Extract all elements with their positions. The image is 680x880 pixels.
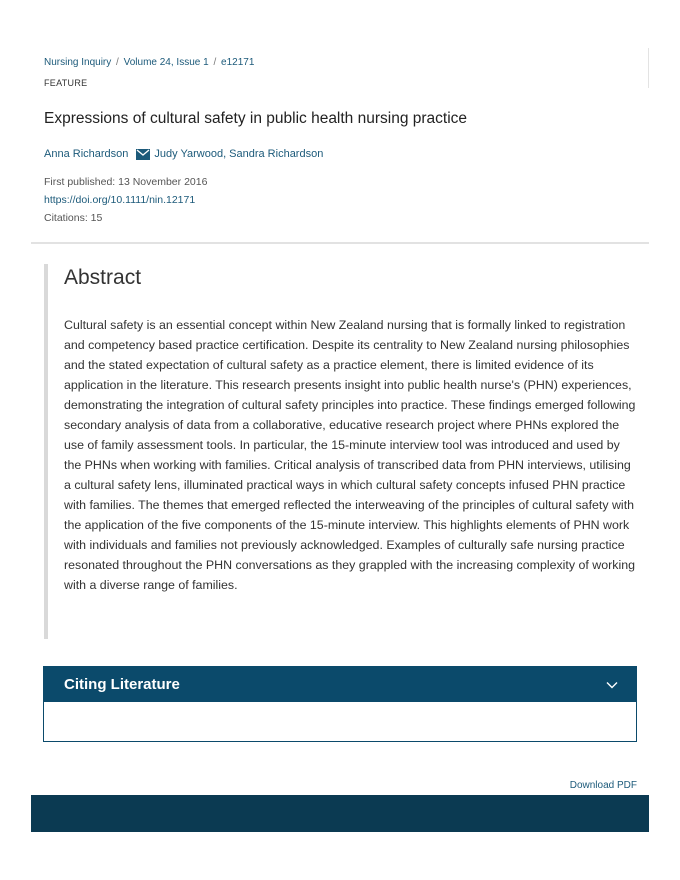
right-rule: [648, 48, 649, 88]
download-pdf-link[interactable]: Download PDF: [569, 780, 637, 791]
article-header: [44, 56, 644, 227]
article-type: FEATURE: [44, 78, 88, 88]
chevron-down-icon[interactable]: [606, 681, 618, 689]
author-list: [44, 146, 644, 162]
author-link[interactable]: Judy Yarwood: [154, 148, 224, 160]
author-link[interactable]: Anna Richardson: [44, 148, 129, 160]
citing-literature-title: Citing Literature: [64, 676, 180, 693]
breadcrumb-article-id: e12171: [221, 57, 255, 68]
section-divider: [31, 242, 649, 244]
abstract-heading: Abstract: [64, 266, 142, 289]
citations-count[interactable]: Citations: 15: [44, 212, 103, 224]
page-title: Expressions of cultural safety in public health nursing practice: [44, 110, 468, 127]
mail-icon[interactable]: [136, 149, 150, 160]
doi-link[interactable]: https://doi.org/10.1111/nin.12171: [44, 194, 196, 206]
breadcrumb-separator: /: [210, 57, 220, 68]
footer-bar: [31, 795, 649, 832]
published-date: First published: 13 November 2016: [44, 176, 208, 188]
citing-literature-toggle[interactable]: [44, 667, 636, 702]
abstract-text: Cultural safety is an essential concept within New Zealand nursing that is formally linked to registration and competency based practice certification. Despite its centrality to New Zealand nursing philosophies and the stated expectation of cultural safety as a practice element, there is limited evidence of its application in the literature. This research presents insight into public health nurse's (PHN) experiences, demonstrating the integration of cultural safety principles into practice. These findings emerged following secondary analysis of data from a collaborative, educative research project where PHNs explored the use of family assessment tools. In particular, the 15-minute interview tool was introduced and used by the PHNs when working with families. Critical analysis of transcribed data from PHN interviews, utilising a cultural safety lens, illuminated practical ways in which cultural safety concepts infused PHN practice with families. The themes that emerged reflected the interweaving of the principles of cultural safety with the application of the five components of the 15-minute interview. This highlights elements of PHN work with individuals and families not previously acknowledged. Examples of culturally safe nursing practice resonated throughout the PHN conversations as they grappled with the increasing complexity of working with a diverse range of families.: [64, 318, 636, 592]
author-link[interactable]: Sandra Richardson: [229, 148, 324, 160]
abstract-section: [44, 264, 644, 639]
breadcrumb-separator: /: [113, 57, 122, 68]
breadcrumb: [44, 56, 644, 70]
breadcrumb-journal[interactable]: Nursing Inquiry: [44, 57, 112, 68]
author-separator: ,: [223, 148, 227, 160]
breadcrumb-volume[interactable]: Volume 24, Issue 1: [123, 57, 209, 68]
publication-meta: [44, 173, 644, 227]
citing-literature-panel: [43, 666, 637, 742]
